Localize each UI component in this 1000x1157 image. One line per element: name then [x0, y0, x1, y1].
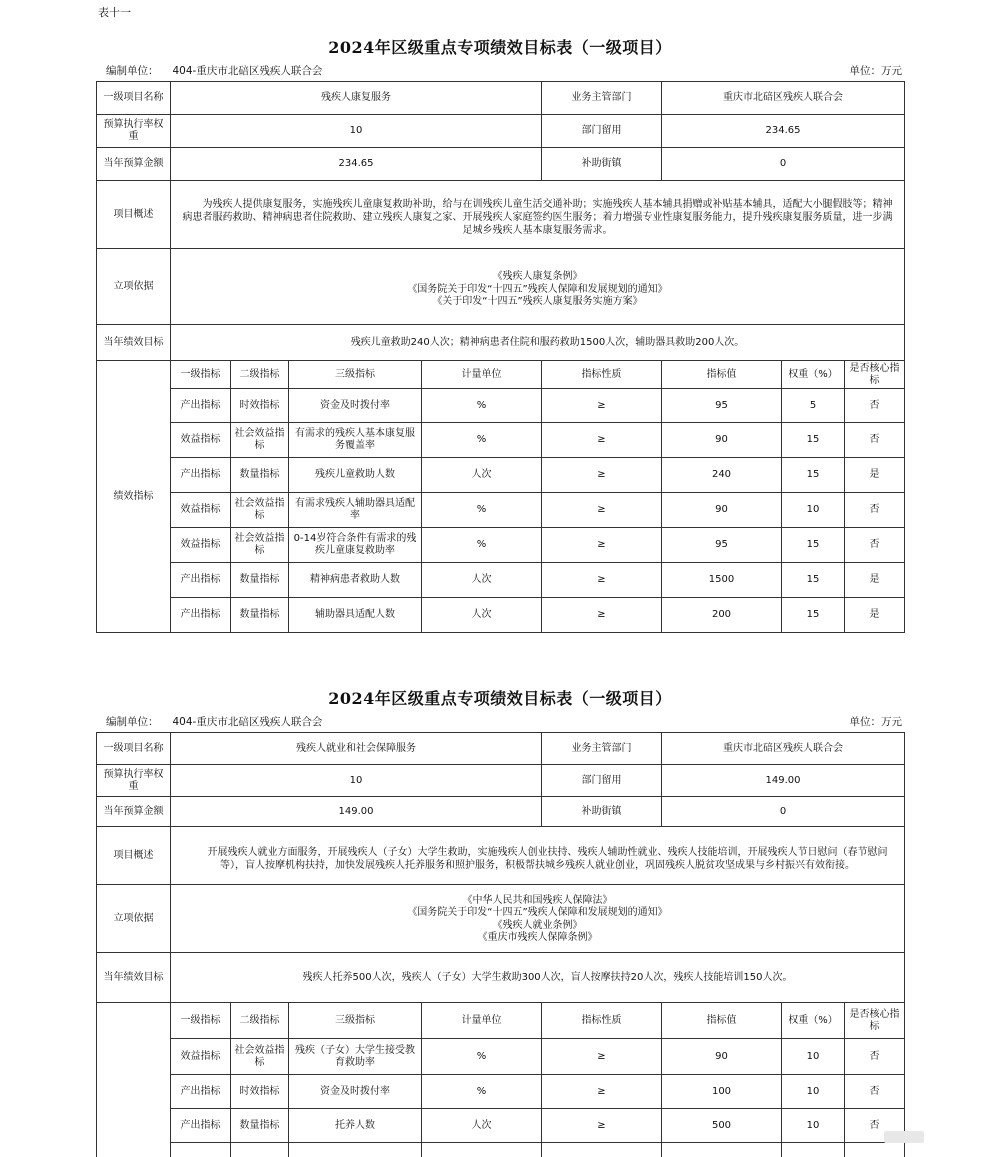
indicator-cell: 数量指标 [231, 458, 289, 493]
basis-item: 《国务院关于印发“十四五”残疾人保障和发展规划的通知》 [407, 283, 668, 295]
column-header: 计量单位 [422, 1003, 542, 1039]
table-row [97, 765, 905, 797]
indicator-cell: 产出指标 [171, 598, 231, 633]
annual-goal-text: 残疾人托养500人次，残疾人（子女）大学生救助300人次，盲人按摩扶持20人次，残疾人技能培训150人次。 [171, 953, 905, 1003]
indicator-cell: ≥ [542, 423, 662, 458]
indicator-cell: ≥ [542, 493, 662, 528]
indicator-cell: 产出指标 [171, 1109, 231, 1143]
indicator-cell: ≥ [542, 598, 662, 633]
table-row [97, 82, 905, 115]
basis-item: 《中华人民共和国残疾人保障法》 [462, 894, 613, 906]
column-header: 权重（%） [782, 1003, 845, 1039]
indicator-cell: ≥ [542, 1039, 662, 1075]
indicator-cell: 托养人数 [289, 1109, 422, 1143]
indicator-cell: 残疾（子女）大学生接受教育救助率 [289, 1039, 422, 1075]
unit-label: 单位：万元 [849, 716, 902, 728]
indicator-cell: 残疾儿童救助人数 [289, 458, 422, 493]
annual-goal-text: 残疾儿童救助240人次；精神病患者住院和服药救助1500人次，辅助器具救助200人次。 [171, 325, 905, 361]
indicator-cell: ≥ [542, 1075, 662, 1109]
indicator-cell: 否 [845, 1075, 905, 1109]
org-value: 404-重庆市北碚区残疾人联合会 [172, 716, 323, 728]
basis-item: 《关于印发“十四五”残疾人康复服务实施方案》 [432, 296, 643, 308]
indicator-cell: 15 [782, 458, 845, 493]
indicator-cell: 10 [782, 1039, 845, 1075]
overview-text: 开展残疾人就业方面服务，开展残疾人（子女）大学生救助，实施残疾人创业扶持、残疾人辅助性就业、残疾人技能培训，开展残疾人节日慰问（春节慰问等），盲人按摩机构扶持，加快发展残疾人托养服务和照护服务，积极帮扶城乡残疾人就业创业，巩固残疾人脱贫攻坚成果与乡村振兴有效衔接。 [207, 846, 888, 871]
project-name-value: 残疾人就业和社会保障服务 [171, 733, 542, 765]
column-header: 一级指标 [171, 1003, 231, 1039]
corner-label: 表十一 [98, 6, 131, 19]
indicator-cell: % [422, 528, 542, 563]
indicator-cell: 数量指标 [231, 598, 289, 633]
indicator-row [97, 598, 905, 633]
indicator-cell: 数量指标 [231, 1109, 289, 1143]
indicator-cell: 95 [662, 528, 782, 563]
table-row [97, 733, 905, 765]
indicator-cell: 资金及时拨付率 [289, 1075, 422, 1109]
basis-label: 立项依据 [97, 885, 171, 953]
indicator-cell: % [422, 423, 542, 458]
project-name-label: 一级项目名称 [97, 82, 171, 115]
indicator-cell: 90 [662, 493, 782, 528]
indicators-label: 绩效指标 [97, 361, 171, 633]
performance-table [96, 81, 905, 633]
indicator-cell: 15 [782, 423, 845, 458]
indicator-cell: 效益指标 [171, 1039, 231, 1075]
table-row [97, 885, 905, 953]
subsidy-town-value: 0 [662, 797, 905, 827]
indicator-cell: 否 [845, 1109, 905, 1143]
indicator-row [97, 458, 905, 493]
indicator-cell: 10 [782, 493, 845, 528]
indicator-cell: 社会效益指标 [231, 423, 289, 458]
indicator-cell: 否 [845, 528, 905, 563]
indicator-cell: 人次 [422, 458, 542, 493]
indicator-cell: 否 [845, 423, 905, 458]
basis-item: 《残疾人康复条例》 [492, 271, 583, 283]
table-row [97, 953, 905, 1003]
performance-sheet-2 [96, 686, 904, 1157]
table-row [97, 115, 905, 148]
indicator-cell: 15 [782, 563, 845, 598]
indicator-cell: 是 [845, 598, 905, 633]
dept-label: 业务主管部门 [542, 733, 662, 765]
basis-item: 《残疾人就业条例》 [492, 919, 583, 931]
dept-label: 业务主管部门 [542, 82, 662, 115]
indicator-cell: ≥ [542, 458, 662, 493]
indicator-row [97, 563, 905, 598]
indicator-header-row [97, 361, 905, 389]
dept-value: 重庆市北碚区残疾人联合会 [662, 82, 905, 115]
indicator-cell: 社会效益指标 [231, 493, 289, 528]
indicator-row [97, 423, 905, 458]
indicator-cell: % [422, 493, 542, 528]
column-header: 是否核心指标 [845, 361, 905, 389]
column-header: 计量单位 [422, 361, 542, 389]
column-header: 三级指标 [289, 361, 422, 389]
indicator-cell: ≥ [542, 389, 662, 423]
indicator-cell: 200 [662, 598, 782, 633]
indicator-cell: 10 [782, 1109, 845, 1143]
watermark-badge [884, 1131, 924, 1143]
annual-goal-label: 当年绩效目标 [97, 325, 171, 361]
performance-sheet-1 [96, 35, 904, 633]
indicator-cell: 15 [782, 528, 845, 563]
indicator-cell: ≥ [542, 528, 662, 563]
indicator-cell: ≥ [542, 1109, 662, 1143]
indicator-cell: 15 [782, 598, 845, 633]
indicator-cell: 0-14岁符合条件有需求的残疾儿童康复救助率 [289, 528, 422, 563]
indicator-cell: 产出指标 [171, 1075, 231, 1109]
budget-weight-value: 10 [171, 765, 542, 797]
indicator-header-row [97, 1003, 905, 1039]
indicator-cell: 数量指标 [231, 563, 289, 598]
indicator-cell: 1500 [662, 563, 782, 598]
column-header: 二级指标 [231, 1003, 289, 1039]
budget-weight-label: 预算执行率权重 [97, 765, 171, 797]
org-label: 编制单位： [106, 716, 159, 728]
indicator-cell: 否 [845, 1039, 905, 1075]
indicator-cell: 产出指标 [171, 389, 231, 423]
annual-budget-value: 149.00 [171, 797, 542, 827]
column-header: 指标值 [662, 361, 782, 389]
indicator-cell: ≥ [542, 563, 662, 598]
indicator-cell: 精神病患者救助人数 [289, 563, 422, 598]
column-header: 三级指标 [289, 1003, 422, 1039]
dept-retained-value: 234.65 [662, 115, 905, 148]
table-row [97, 148, 905, 181]
indicator-cell: 是 [845, 563, 905, 598]
annual-budget-label: 当年预算金额 [97, 797, 171, 827]
indicator-row [97, 389, 905, 423]
dept-retained-label: 部门留用 [542, 765, 662, 797]
indicator-cell: 资金及时拨付率 [289, 389, 422, 423]
meta-row [96, 61, 904, 81]
indicator-cell: 是 [845, 458, 905, 493]
basis-item: 《国务院关于印发“十四五”残疾人保障和发展规划的通知》 [407, 907, 668, 918]
org-value: 404-重庆市北碚区残疾人联合会 [172, 65, 323, 77]
indicators-label-cell [97, 1003, 171, 1157]
indicator-cell: 效益指标 [171, 493, 231, 528]
annual-budget-label: 当年预算金额 [97, 148, 171, 181]
indicator-cell: 效益指标 [171, 423, 231, 458]
indicator-cell: 有需求的残疾人基本康复服务覆盖率 [289, 423, 422, 458]
indicator-cell: 有需求残疾人辅助器具适配率 [289, 493, 422, 528]
dept-retained-label: 部门留用 [542, 115, 662, 148]
column-header: 一级指标 [171, 361, 231, 389]
annual-goal-label: 当年绩效目标 [97, 953, 171, 1003]
indicator-cell: % [422, 1075, 542, 1109]
indicator-cell: 否 [845, 389, 905, 423]
indicator-row [97, 528, 905, 563]
sheet-title: 2024年区级重点专项绩效目标表（一级项目） [328, 689, 672, 708]
indicator-cell: 社会效益指标 [231, 528, 289, 563]
indicator-row [97, 493, 905, 528]
budget-weight-value: 10 [171, 115, 542, 148]
table-row [97, 249, 905, 325]
indicator-cell: 90 [662, 423, 782, 458]
indicator-cell: 5 [782, 389, 845, 423]
performance-table [96, 732, 905, 1157]
column-header: 指标值 [662, 1003, 782, 1039]
overview-label: 项目概述 [97, 181, 171, 249]
table-row [97, 181, 905, 249]
budget-weight-label: 预算执行率权重 [97, 115, 171, 148]
indicator-cell: 辅助器具适配人数 [289, 598, 422, 633]
meta-row [96, 712, 904, 732]
overview-label: 项目概述 [97, 827, 171, 885]
indicator-cell: 人次 [422, 1109, 542, 1143]
indicator-cell: 人次 [422, 598, 542, 633]
basis-label: 立项依据 [97, 249, 171, 325]
column-header: 指标性质 [542, 1003, 662, 1039]
table-row [97, 325, 905, 361]
table-row [97, 827, 905, 885]
org-label: 编制单位： [106, 65, 159, 77]
indicator-cell: 否 [845, 493, 905, 528]
indicator-row [97, 1109, 905, 1143]
subsidy-town-label: 补助街镇 [542, 797, 662, 827]
indicator-cell: 100 [662, 1075, 782, 1109]
unit-label: 单位：万元 [849, 65, 902, 77]
overview-text: 为残疾人提供康复服务，实施残疾儿童康复救助补助，给与在训残疾儿童生活交通补助；实施残疾人基本辅具捐赠或补贴基本辅具，适配大小腿假肢等；精神病患者服药救助、精神病患者住院救助、建立残疾人康复之家、开展残疾人家庭签约医生服务；着力增强专业性康复服务能力，提升残疾康复服务质量，进一步满足城乡残疾人基本康复服务需求。 [182, 199, 893, 236]
indicator-cell: 90 [662, 1039, 782, 1075]
indicator-cell: 产出指标 [171, 458, 231, 493]
indicator-cell: % [422, 389, 542, 423]
column-header: 是否核心指标 [845, 1003, 905, 1039]
indicator-cell: 时效指标 [231, 1075, 289, 1109]
indicator-cell: 效益指标 [171, 528, 231, 563]
project-name-label: 一级项目名称 [97, 733, 171, 765]
column-header: 指标性质 [542, 361, 662, 389]
indicator-row [97, 1039, 905, 1075]
indicator-row [97, 1075, 905, 1109]
indicator-cell: 95 [662, 389, 782, 423]
dept-retained-value: 149.00 [662, 765, 905, 797]
indicator-cell: 社会效益指标 [231, 1039, 289, 1075]
indicator-cell: 产出指标 [171, 563, 231, 598]
indicator-cell: 10 [782, 1075, 845, 1109]
table-row [97, 797, 905, 827]
column-header: 权重（%） [782, 361, 845, 389]
sheet-title: 2024年区级重点专项绩效目标表（一级项目） [328, 38, 672, 57]
annual-budget-value: 234.65 [171, 148, 542, 181]
indicator-cell: 240 [662, 458, 782, 493]
basis-item: 《重庆市残疾人保障条例》 [477, 932, 598, 943]
indicator-cell: 时效指标 [231, 389, 289, 423]
column-header: 二级指标 [231, 361, 289, 389]
indicator-cell: 500 [662, 1109, 782, 1143]
partial-row [97, 1143, 905, 1157]
project-name-value: 残疾人康复服务 [171, 82, 542, 115]
indicator-cell: 人次 [422, 563, 542, 598]
dept-value: 重庆市北碚区残疾人联合会 [662, 733, 905, 765]
indicator-cell: % [422, 1039, 542, 1075]
subsidy-town-value: 0 [662, 148, 905, 181]
subsidy-town-label: 补助街镇 [542, 148, 662, 181]
